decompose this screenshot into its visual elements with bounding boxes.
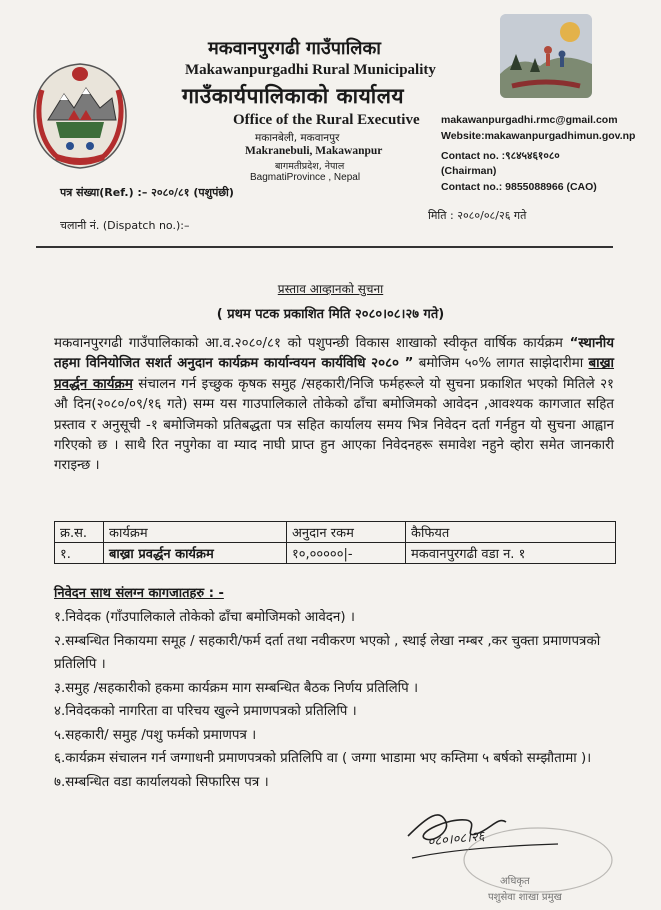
- contact-email: makawanpurgadhi.rmc@gmail.com: [441, 114, 618, 126]
- header-divider: [36, 246, 613, 248]
- letter-date: मिति : २०८०/०८/२६ गते: [428, 209, 527, 222]
- notice-body-procedure: “स्थानीय तहमा विनियोजित सशर्त अनुदान कार्यक्रम कार्यान्वयन कार्यविधि २०८० ”: [54, 336, 614, 372]
- signature-date: ०८०।०८।२६: [426, 829, 486, 850]
- office-name-en: Office of the Rural Executive: [233, 112, 420, 128]
- table-cell: मकवानपुरगढी वडा न. १: [406, 543, 616, 564]
- municipality-name-en: Makawanpurgadhi Rural Municipality: [185, 62, 436, 78]
- table-cell: १.: [55, 543, 104, 564]
- grant-table: [54, 521, 616, 564]
- signature-stamp: [388, 798, 618, 908]
- table-header-cell: कार्यक्रम: [104, 522, 287, 543]
- stamp-line-2: पशुसेवा शाखा प्रमुख: [488, 892, 562, 903]
- table-header-cell: क्र.स.: [55, 522, 104, 543]
- notice-body: [54, 334, 614, 477]
- province-np: बागमतीप्रदेश, नेपाल: [275, 161, 345, 172]
- table-header-cell: कैफियत: [406, 522, 616, 543]
- list-item: ३.समुह /सहकारीको हकमा कार्यक्रम माग सम्बन्धित बैठक निर्णय प्रतिलिपि ।: [54, 680, 419, 696]
- municipality-logo-icon: [500, 14, 592, 98]
- stamp-line-1: अधिकृत: [500, 876, 530, 887]
- notice-title-text: प्रस्ताव आव्हानको सुचना: [277, 282, 384, 296]
- municipality-logo: [500, 14, 592, 98]
- contact-chairman-phone: Contact no. :९८४५४६१०८०: [441, 150, 560, 162]
- notice-body-program: बाख्रा प्रवर्द्धन कार्यक्रम: [54, 356, 615, 392]
- nepal-emblem-icon: [30, 60, 130, 172]
- table-header-cell: अनुदान रकम: [287, 522, 406, 543]
- list-item: २.सम्बन्धित निकायमा समूह / सहकारी/फर्म दर्ता तथा नवीकरण भएको , स्थाई लेखा नम्बर ,कर चुक्ता प्रमाणपत्रको प्रतिलिपि ।: [54, 633, 601, 672]
- notice-body-part5: संचालन गर्न इच्छुक कृषक समुह /सहकारी/निजि फर्महरूले यो सुचना प्रकाशित भएको मितिले २१ औ दिन(२०८०/०९/१६ गते) सम्म यस गाउपालिकाले तोकेको ढाँचा बमोजिमको आवेदन ,आवश्यक कागजात सहित प्रस्ताव र अनुसूची -१ बमोजिमको प्रतिबद्धता पत्र सहित कार्यालय समय भित्र निवेदन दर्ता गर्नहुन यो सुचना आह्वान गरिएको छ । साथै रित नपुगेका वा म्याद नाघी प्राप्त हुन आएका निवेदनहरू समावेश नहुने व्होरा समेत जानकारी गराइन्छ ।: [54, 376, 614, 474]
- list-item: ४.निवेदकको नागरिता वा परिचय खुल्ने प्रमाणपत्रको प्रतिलिपि ।: [54, 704, 357, 719]
- notice-subtitle: ( प्रथम पटक प्रकाशित मिति २०८०।०८।२७ गते): [216, 307, 445, 322]
- contact-website: Website:makawanpurgadhimun.gov.np: [441, 130, 636, 142]
- contact-chairman-label: (Chairman): [441, 165, 497, 177]
- table-header-row: [55, 522, 616, 543]
- address-np: मकानबेली, मकवानपुर: [255, 132, 340, 144]
- documents-heading: निवेदन साथ संलग्न कागजातहरु : -: [54, 586, 224, 601]
- documents-list: [54, 606, 614, 794]
- list-item: ५.सहकारी/ समुह /पशु फर्मको प्रमाणपत्र ।: [54, 727, 257, 743]
- notice-title: [0, 280, 661, 297]
- table-row: [55, 543, 616, 564]
- notice-body-part1: मकवानपुरगढी गाउँपालिकाको आ.व.२०८०/८१ को पशुपन्छी विकास शाखाको स्वीकृत वार्षिक कार्यक्रम: [54, 336, 570, 351]
- notice-body-part3: बमोजिम ५०% लागत साझेदारीमा: [413, 356, 589, 372]
- list-item: ७.सम्बन्धित वडा कार्यालयको सिफारिस पत्र ।: [54, 774, 269, 790]
- dispatch-number: चलानी नं. (Dispatch no.):–: [60, 219, 190, 232]
- table-cell: १०,०००००|-: [287, 543, 406, 564]
- list-item: ६.कार्यक्रम संचालन गर्न जग्गाधनी प्रमाणपत्रको प्रतिलिपि वा ( जग्गा भाडामा भए कम्तिमा ५ बर्षको सम्झौतामा )।: [54, 751, 592, 766]
- address-en: Makranebuli, Makawanpur: [245, 145, 383, 157]
- office-name-np: गाउँकार्यपालिकाको कार्यालय: [182, 84, 405, 108]
- list-item: १.निवेदक (गाँउपालिकाले तोकेको ढाँचा बमोजिमको आवेदन) ।: [54, 610, 355, 625]
- table-cell: बाख्रा प्रवर्द्धन कार्यक्रम: [104, 543, 287, 564]
- reference-number: पत्र संख्या(Ref.) :– २०८०/८१ (पशुपंछी): [60, 186, 234, 199]
- municipality-name-np: मकवानपुरगढी गाउँपालिका: [208, 38, 381, 59]
- province-en: BagmatiProvince , Nepal: [250, 172, 361, 183]
- contact-cao-phone: Contact no.: 9855088966 (CAO): [441, 181, 597, 193]
